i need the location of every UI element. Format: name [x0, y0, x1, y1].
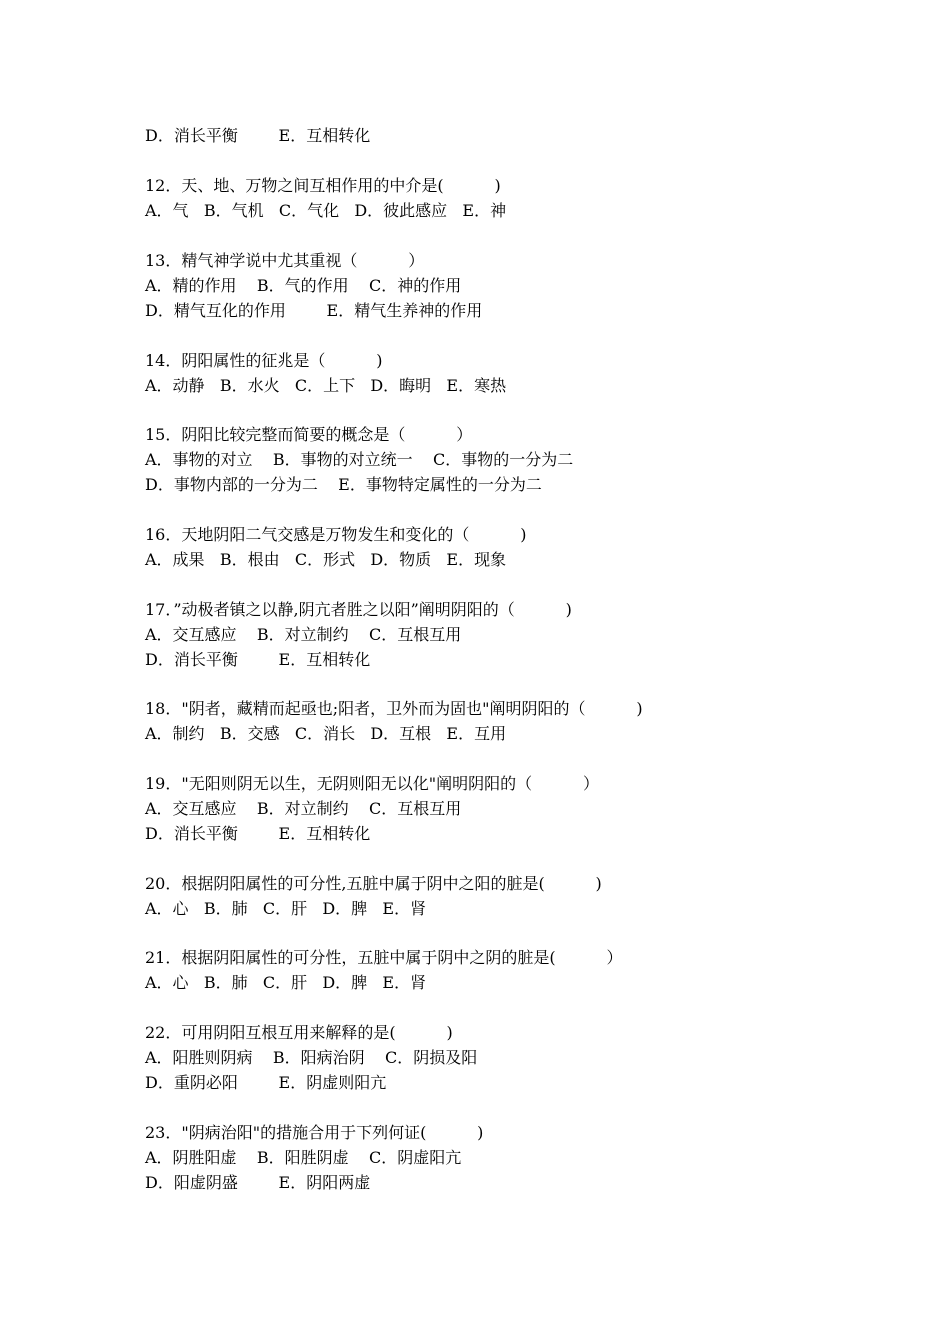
question-stem: 14．阴阳属性的征兆是（ ) [145, 351, 383, 370]
question-stem: 15．阴阳比较完整而简要的概念是（ ） [145, 425, 473, 444]
option-line: A．交互感应 B．对立制约 C．互根互用 [145, 625, 462, 644]
option-line: A．动静 B．水火 C．上下 D．晦明 E．寒热 [145, 376, 507, 395]
question-stem: 20．根据阴阳属性的可分性,五脏中属于阴中之阳的脏是( ) [145, 874, 602, 893]
question-stem: 23．"阴病治阳"的措施合用于下列何证( ) [145, 1123, 484, 1142]
question-21 [145, 945, 622, 995]
question-stem: 16．天地阴阳二气交感是万物发生和变化的（ ) [145, 525, 527, 544]
question-stem: 18．"阴者，藏精而起亟也;阳者，卫外而为固也"阐明阴阳的（ ) [145, 699, 643, 718]
question-stem: 12．天、地、万物之间互相作用的中介是( ) [145, 176, 501, 195]
question-15 [145, 422, 573, 497]
option-line: D．消长平衡 E．互相转化 [145, 824, 371, 843]
option-line: A．气 B．气机 C．气化 D．彼此感应 E．神 [145, 201, 507, 220]
option-line: A．制约 B．交感 C．消长 D．互根 E．互用 [145, 724, 507, 743]
question-14 [145, 348, 506, 398]
question-20 [145, 871, 602, 921]
question-23 [145, 1120, 483, 1195]
option-line: D．消长平衡 E．互相转化 [145, 650, 371, 669]
option-line: D．阳虚阴盛 E．阴阳两虚 [145, 1173, 371, 1192]
question-13 [145, 248, 482, 323]
option-line: A．阴胜阳虚 B．阳胜阴虚 C．阴虚阳亢 [145, 1148, 462, 1167]
option-line: D．精气互化的作用 E．精气生养神的作用 [145, 301, 483, 320]
option-line: D．消长平衡 E．互相转化 [145, 126, 371, 145]
question-stem: 21．根据阴阳属性的可分性，五脏中属于阴中之阴的脏是( ） [145, 948, 623, 967]
question-19 [145, 771, 599, 846]
option-line: A．心 B．肺 C．肝 D．脾 E．肾 [145, 899, 427, 918]
option-line: A．心 B．肺 C．肝 D．脾 E．肾 [145, 973, 427, 992]
question-12 [145, 173, 506, 223]
option-line: D．重阴必阳 E．阴虚则阳亢 [145, 1073, 387, 1092]
question-22 [145, 1020, 477, 1095]
question-17 [145, 597, 572, 672]
question-stem: 17．”动极者镇之以静,阴亢者胜之以阳”阐明阴阳的（ ) [145, 600, 572, 619]
option-line: A．精的作用 B．气的作用 C．神的作用 [145, 276, 462, 295]
question-11-continuation [145, 123, 370, 148]
question-16 [145, 522, 526, 572]
question-18 [145, 696, 643, 746]
option-line: A．阳胜则阴病 B．阳病治阴 C．阴损及阳 [145, 1048, 478, 1067]
question-stem: 22．可用阴阳互根互用来解释的是( ) [145, 1023, 453, 1042]
option-line: A．成果 B．根由 C．形式 D．物质 E．现象 [145, 550, 507, 569]
option-line: A．事物的对立 B．事物的对立统一 C．事物的一分为二 [145, 450, 574, 469]
option-line: D．事物内部的一分为二 E．事物特定属性的一分为二 [145, 475, 542, 494]
option-line: A．交互感应 B．对立制约 C．互根互用 [145, 799, 462, 818]
question-stem: 13．精气神学说中尤其重视（ ） [145, 251, 425, 270]
question-stem: 19．"无阳则阴无以生，无阴则阳无以化"阐明阴阳的（ ） [145, 774, 599, 793]
